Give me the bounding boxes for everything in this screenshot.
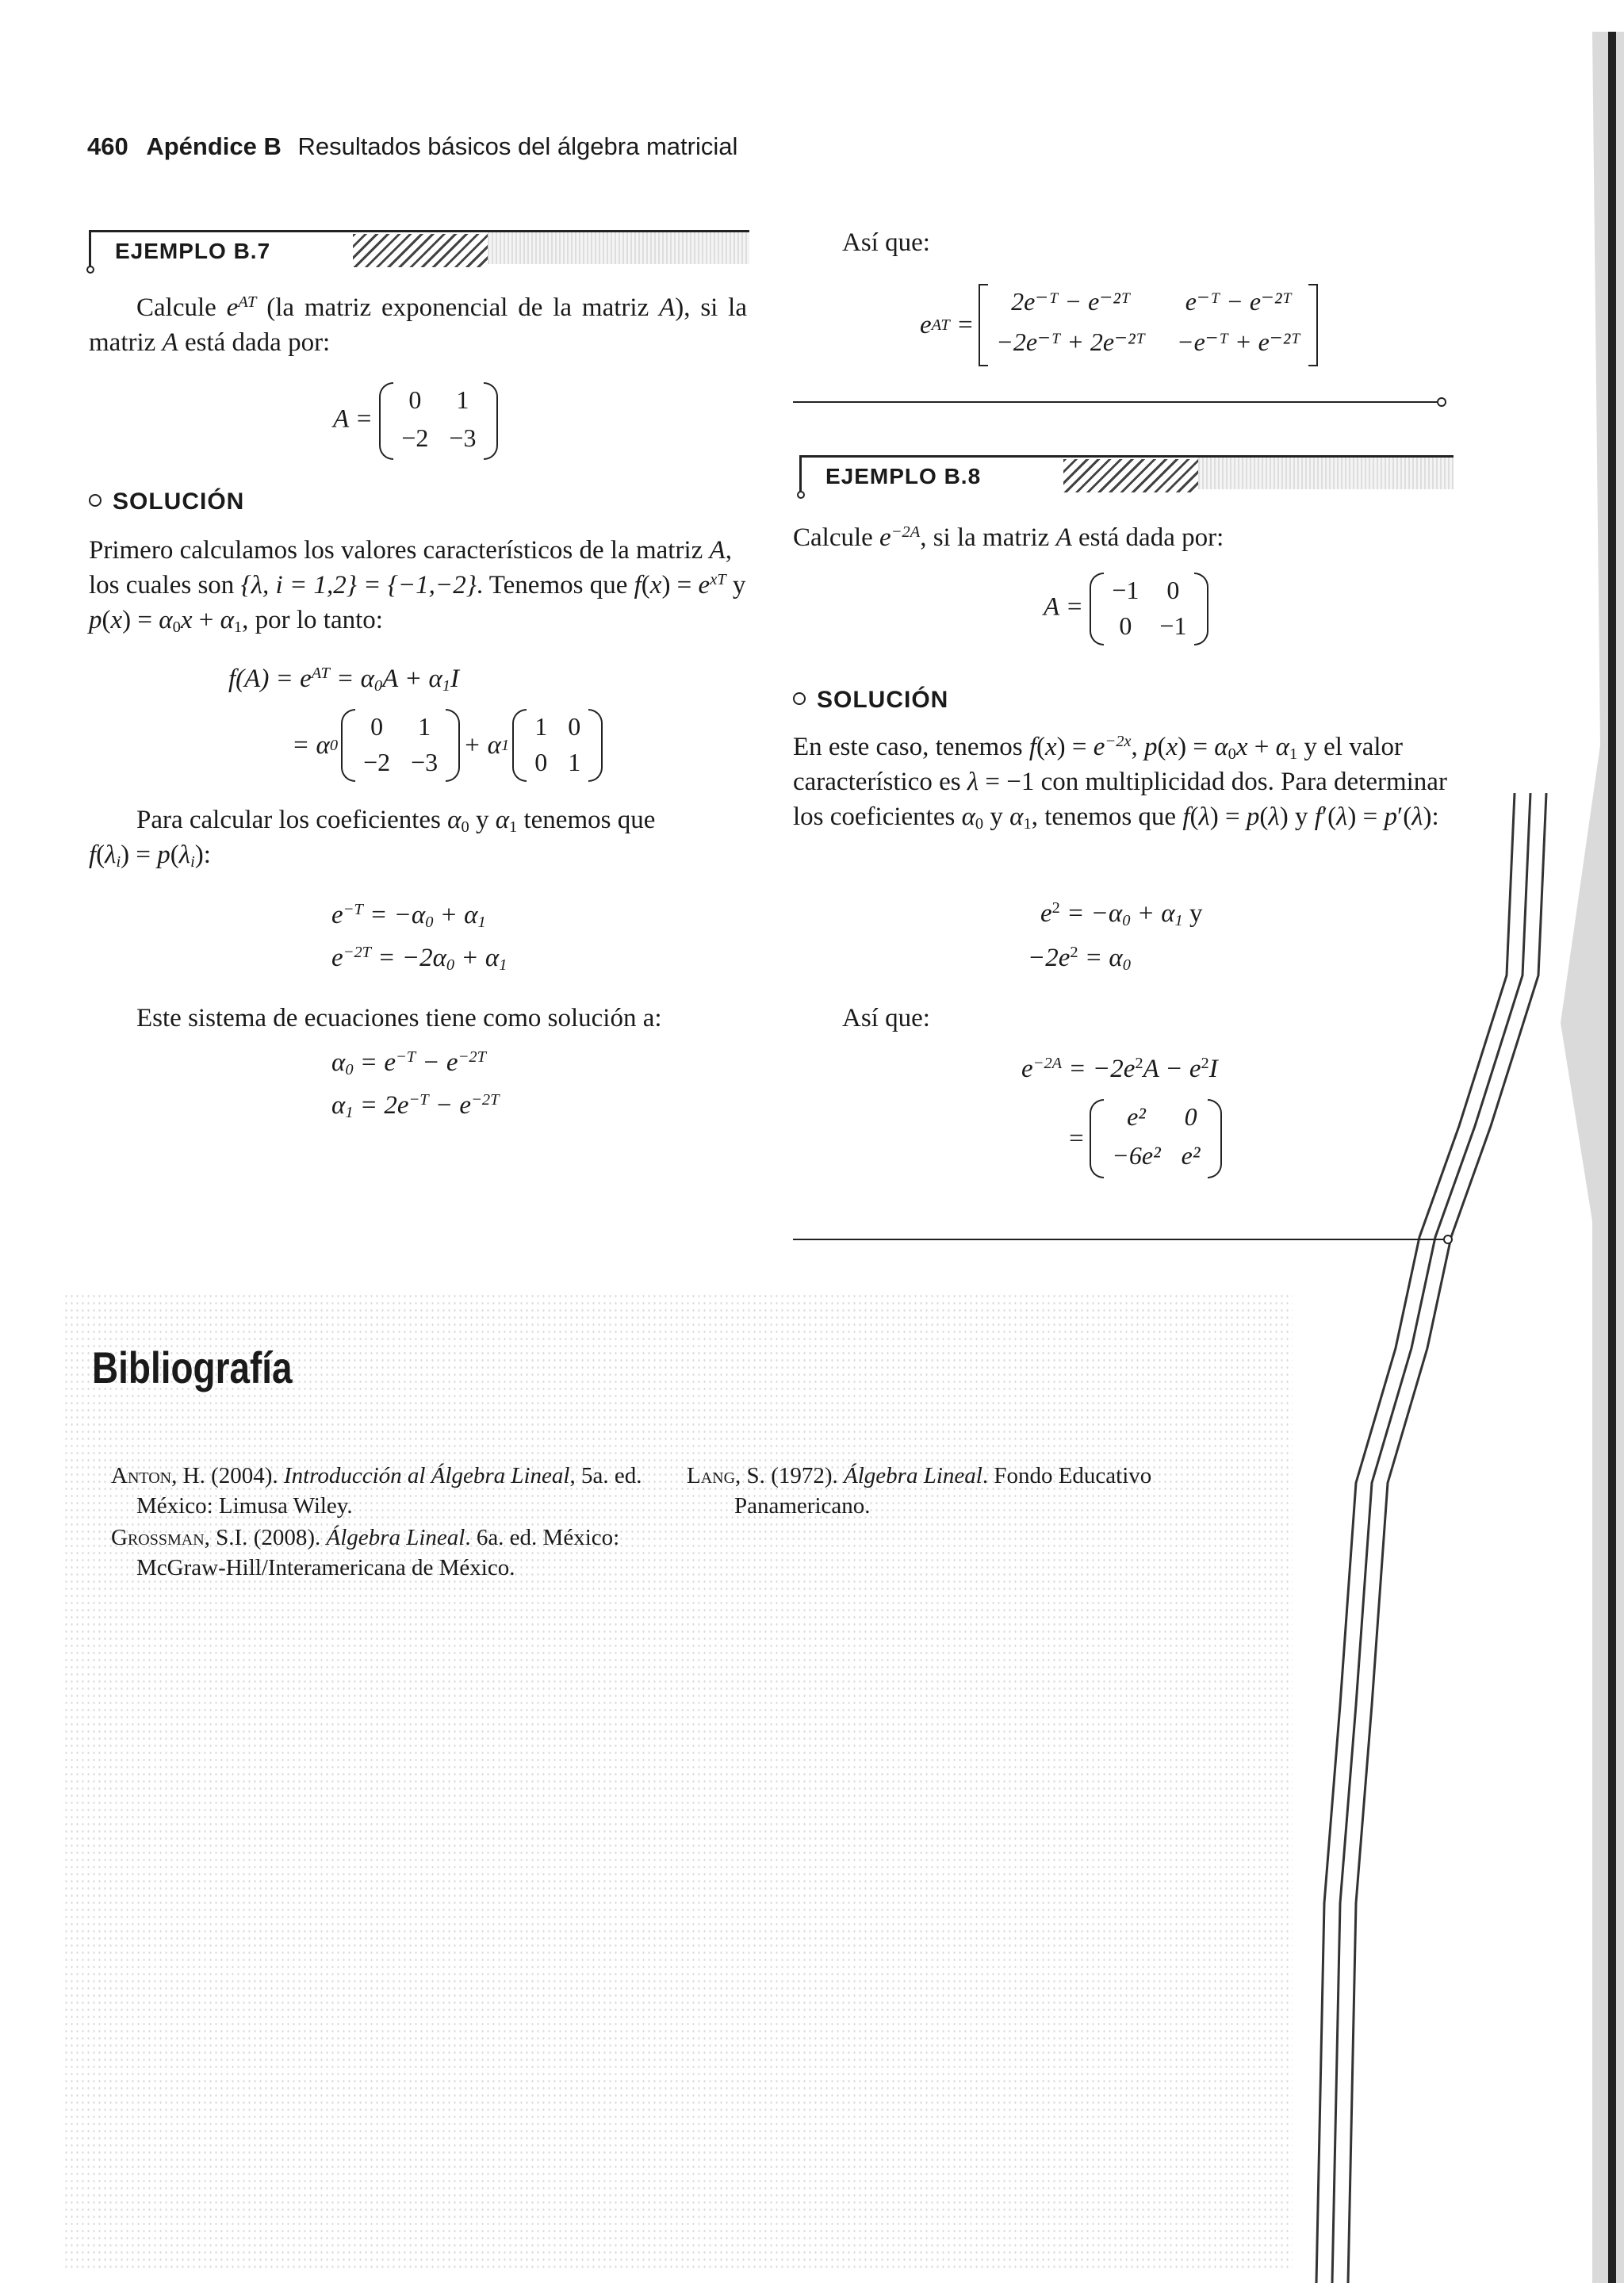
ex7-solution-text: Primero calculamos los valores característicos de la matriz A, los cuales son {λ, i = 1,2} = {−1,−2}. Tenemos que $f(x) = e^{xT}$ y $p(x) = \alpha_0x + \alpha_1$, por lo tanto:	[89, 536, 746, 637]
bib-entry-anton: Anton, H. (2004). Introducción al Álgebra Lineal, 5a. ed. México: Limusa Wiley.	[111, 1463, 642, 1519]
example-b7-header	[89, 230, 749, 269]
ex7-end-dot	[1437, 397, 1446, 407]
ex7-eq2: $e^{-2T} = -2\alpha_0 + \alpha_1$	[331, 943, 508, 975]
ex7-fA-line1: $f(A) = e^{AT} = \alpha_0A + \alpha_1I$	[228, 664, 460, 695]
ex7-eq1: $e^{-T} = -\alpha_0 + \alpha_1$	[331, 900, 486, 932]
ex7-matrix-A: A = 0 1 −2 −3	[333, 382, 498, 460]
ex7-alpha1: $\alpha_1 = 2e^{-T} - e^{-2T}$	[331, 1090, 500, 1122]
binding-shadow	[1545, 32, 1624, 2283]
eAT: $e^{AT}$	[226, 293, 257, 322]
ex7-asi-que: Así que:	[842, 228, 930, 257]
example-b7-label: EJEMPLO B.7	[115, 239, 271, 263]
ex8-result-line2: = e² 0 −6e² e²	[1067, 1099, 1222, 1178]
page-number: 460	[87, 132, 128, 160]
example-b7-band	[488, 232, 749, 264]
ex7-end-rule	[793, 401, 1438, 403]
bibliography-title: Bibliografía	[92, 1343, 293, 1392]
ex7-coef-text: Para calcular los coeficientes $\alpha_0$ y $\alpha_1$ tenemos que $f(\lambda_i) = p(\lambda_i)$:	[89, 806, 656, 871]
scan-noise	[63, 1293, 1293, 2268]
ex7-fA-line2: = α 0 0 1 −2 −3 + α 1 1 0 0 1	[292, 709, 603, 782]
ex8-eq1: $e^2 = -\alpha_0 + \alpha_1$ y	[1040, 898, 1203, 930]
ex8-matrix-A: A = −1 0 0 −1	[1044, 573, 1208, 645]
ex8-end-rule	[793, 1239, 1445, 1240]
ex8-result-line1: $e^{-2A} = -2e^2A - e^2I$	[1021, 1054, 1218, 1083]
example-b8-hatch	[1063, 459, 1198, 492]
example-b7-dot	[86, 266, 94, 274]
appendix-title: Resultados básicos del álgebra matricial	[297, 132, 738, 160]
example-b8-band	[1198, 458, 1454, 489]
ex7-alpha0: $\alpha_0 = e^{-T} - e^{-2T}$	[331, 1048, 486, 1079]
running-header	[87, 132, 737, 161]
bib-entry-lang: Lang, S. (1972). Álgebra Lineal. Fondo Educativo Panamericano.	[687, 1463, 1152, 1519]
ex8-eq2: $-2e^2 = \alpha_0$	[1028, 943, 1131, 975]
example-b8-label: EJEMPLO B.8	[825, 464, 982, 488]
ex8-solution-title: SOLUCIÓN	[793, 687, 948, 714]
ex8-statement: Calcule $e^{-2A}$, si la matriz A está dada por:	[793, 523, 1224, 552]
ex7-solution-title: SOLUCIÓN	[89, 488, 244, 515]
example-b7-hatch	[353, 234, 488, 267]
zigzag-border	[1269, 793, 1554, 2283]
example-b8-header	[799, 455, 1454, 494]
ex8-asi-que: Así que:	[842, 1004, 930, 1032]
ex7-system-intro: Este sistema de ecuaciones tiene como solución a:	[136, 1004, 662, 1032]
ex8-end-dot	[1443, 1235, 1453, 1244]
appendix-label: Apéndice B	[146, 132, 282, 160]
ex7-statement: Calcule $e^{AT}$ (la matriz exponencial de la matriz A), si la matriz A está dada por:	[89, 293, 747, 357]
bib-entry-grossman: Grossman, S.I. (2008). Álgebra Lineal. 6a. ed. México: McGraw-Hill/Interamericana de México.	[111, 1525, 620, 1580]
example-b8-dot	[797, 491, 805, 499]
ex8-solution-text: En este caso, tenemos $f(x) = e^{-2x}$, $p(x) = \alpha_0x + \alpha_1$ y el valor característico es λ = −1 con multiplicidad dos. Para determinar los coeficientes $\alpha_0$ y $\alpha_1$, tenemos que f(λ) = p(λ) y f′(λ) = p′(λ):	[793, 732, 1447, 833]
ex7-result: e AT = 2e⁻ᵀ − e⁻²ᵀ e⁻ᵀ − e⁻²ᵀ −2e⁻ᵀ + 2e⁻²ᵀ −e⁻ᵀ + e⁻²ᵀ	[920, 284, 1318, 366]
